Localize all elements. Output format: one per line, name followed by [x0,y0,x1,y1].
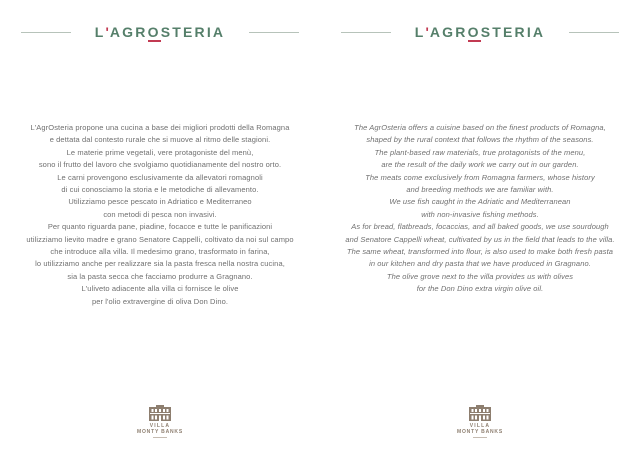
text-line: The olive grove next to the villa provides us with olives [386,271,574,281]
header-rule-right [569,32,619,33]
text-line: shaped by the rural context that follows the rhythm of the seasons. [366,135,594,145]
text-line: Per quanto riguarda pane, piadine, focacce e tutte le panificazioni [47,222,273,232]
intro-text-italian [0,122,320,308]
villa-name-line1: VILLA [149,423,171,429]
logo-letters-steria: STERIA [480,24,546,40]
villa-name-line2: MONTY BANKS [457,429,503,435]
text-line: The plant-based raw materials, true protagonists of the menu, [374,147,586,157]
text-line: As for bread, flatbreads, focaccias, and all baked goods, we use sourdough [351,222,609,232]
logo-red-apostrophe: ' [105,24,109,40]
page-english [320,0,640,453]
text-line: The AgrOsteria offers a cuisine based on the finest products of Romagna, [354,123,606,132]
villa-monty-banks-logo [0,405,320,438]
text-line: The meats come exclusively from Romagna farmers, whose history [365,172,595,182]
text-line: are the result of the daily work we carry out in our garden. [381,160,579,170]
text-line: Le carni provengono esclusivamente da allevatori romagnoli [57,172,263,182]
villa-name-line2: MONTY BANKS [137,429,183,435]
logo-letters-agr: AGR [109,24,148,40]
text-line: sia la pasta secca che facciamo produrre a Gragnano. [67,271,253,281]
logo-red-apostrophe: ' [425,24,429,40]
text-line: for the Don Dino extra virgin olive oil. [416,284,544,294]
text-line: e dettata dal contesto rurale che si muove al ritmo delle stagioni. [49,135,271,145]
text-line: and breeding methods we are familiar with. [406,185,554,195]
text-line: di cui conosciamo la storia e le metodiche di allevamento. [61,185,259,195]
text-line: che introduce alla villa. Il medesimo grano, trasformato in farina, [50,247,270,257]
text-line: con metodi di pesca non invasivi. [103,209,217,219]
intro-text-english [320,122,640,296]
header-rule-left [341,32,391,33]
page-header [320,24,640,40]
villa-facade-icon [149,405,171,421]
agrosteria-logo [415,24,545,40]
logo-letter-l: L [94,24,106,40]
text-line: per l'olio extravergine di oliva Don Dino. [91,296,229,306]
page-header [0,24,320,40]
text-line: L'AgrOsteria propone una cucina a base dei migliori prodotti della Romagna [30,123,290,132]
text-line: and Senatore Cappelli wheat, cultivated by us in the field that leads to the villa. [345,234,615,244]
text-line: in our kitchen and dry pasta that we have produced in Gragnano. [369,259,591,269]
text-line: sono il frutto del lavoro che svolgiamo quotidianamente del nostro orto. [38,160,282,170]
text-line: L'uliveto adiacente alla villa ci fornisce le olive [81,284,239,294]
text-line: with non-invasive fishing methods. [421,209,539,219]
logo-underlined-o: O [467,24,481,40]
text-line: Le materie prime vegetali, vere protagoniste del menù, [66,147,254,157]
text-line: utilizziamo lievito madre e grano Senatore Cappelli, coltivato da noi sul campo [26,234,294,244]
logo-letters-steria: STERIA [160,24,226,40]
logo-underlined-o: O [147,24,161,40]
text-line: lo utilizziamo anche per realizzare sia la pasta fresca nella nostra cucina, [35,259,285,269]
header-rule-left [21,32,71,33]
text-line: We use fish caught in the Adriatic and Mediterranean [389,197,571,207]
footer-ornament [473,437,487,438]
villa-facade-icon [469,405,491,421]
villa-monty-banks-logo [320,405,640,438]
text-line: The same wheat, transformed into flour, is also used to make both fresh pasta [346,247,614,257]
logo-letters-agr: AGR [429,24,468,40]
footer-ornament [153,437,167,438]
header-rule-right [249,32,299,33]
text-line: Utilizziamo pesce pescato in Adriatico e Mediterraneo [68,197,252,207]
villa-name-line1: VILLA [469,423,491,429]
logo-letter-l: L [414,24,426,40]
agrosteria-logo [95,24,225,40]
